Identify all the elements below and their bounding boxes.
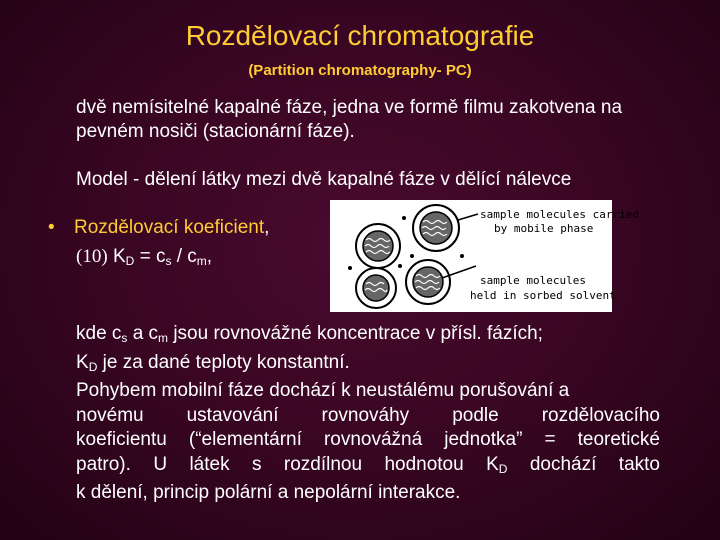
support-particle-1	[413, 205, 459, 251]
intro-paragraph: dvě nemísitelné kapalné fáze, jedna ve formě filmu zakotvena na pevném nosiči (stacionární fáze).	[76, 97, 623, 142]
explanation-line-3: Pohybem mobilní fáze dochází k neustálému porušování a	[76, 380, 570, 401]
formula-kd	[76, 245, 212, 273]
text-run: a c	[127, 323, 159, 344]
support-particle-2	[356, 224, 400, 268]
explanation-line-6	[76, 453, 660, 482]
subscript: s	[121, 331, 128, 345]
support-particle-4	[406, 260, 450, 304]
partition-diagram	[330, 200, 639, 312]
subscript: D	[498, 461, 508, 476]
subscript: D	[88, 359, 98, 374]
model-paragraph: Model - dělení látky mezi dvě kapalné fáze v dělící nálevce	[76, 169, 572, 190]
label-mobile-1: sample molecules carried	[480, 208, 639, 221]
formula-s-sub: s	[165, 254, 172, 268]
partition-diagram-svg	[330, 200, 639, 312]
slide-subtitle: (Partition chromatography- PC)	[248, 62, 472, 79]
text-run: dochází takto	[507, 453, 660, 475]
explanation-line-7: k dělení, princip polární a nepolární interakce.	[76, 482, 461, 503]
coefficient-label: Rozdělovací koeficient	[74, 217, 265, 238]
text-run: kde c	[76, 323, 122, 344]
formula-eq: = c	[134, 246, 166, 267]
formula-k: K	[112, 246, 126, 267]
formula-div: / c	[171, 246, 197, 267]
formula-number: (10)	[76, 246, 108, 267]
bullet-comma: ,	[264, 217, 270, 238]
formula-tail: ,	[206, 246, 213, 267]
label-sorbed-2: held in sorbed solvent	[470, 289, 616, 302]
text-run: K	[76, 351, 89, 373]
text-run: je za dané teploty konstantní.	[97, 351, 350, 373]
support-particle-3	[356, 268, 396, 308]
bullet-partition-coefficient	[48, 216, 269, 240]
slide-title: Rozdělovací chromatografie	[185, 20, 535, 51]
bullet-dot: •	[48, 217, 55, 238]
text-run: jsou rovnovážné koncentrace v přísl. fázích;	[168, 323, 543, 344]
explanation-line-4: novému ustavování rovnováhy podle rozdělovacího	[76, 404, 660, 426]
formula-k-sub: D	[125, 254, 135, 268]
explanation-text	[76, 322, 660, 506]
label-sorbed-1: sample molecules	[480, 274, 586, 287]
pointer-line-top	[458, 214, 478, 220]
text-run: patro). U látek s rozdílnou hodnotou K	[76, 453, 499, 475]
formula-m-sub: m	[196, 254, 207, 268]
explanation-line-1	[76, 322, 660, 351]
explanation-line-5: koeficientu (“elementární rovnovážná jednotka” = teoretické	[76, 429, 660, 450]
explanation-line-2	[76, 351, 660, 380]
subscript: m	[158, 331, 169, 345]
label-mobile-2: by mobile phase	[494, 222, 594, 235]
